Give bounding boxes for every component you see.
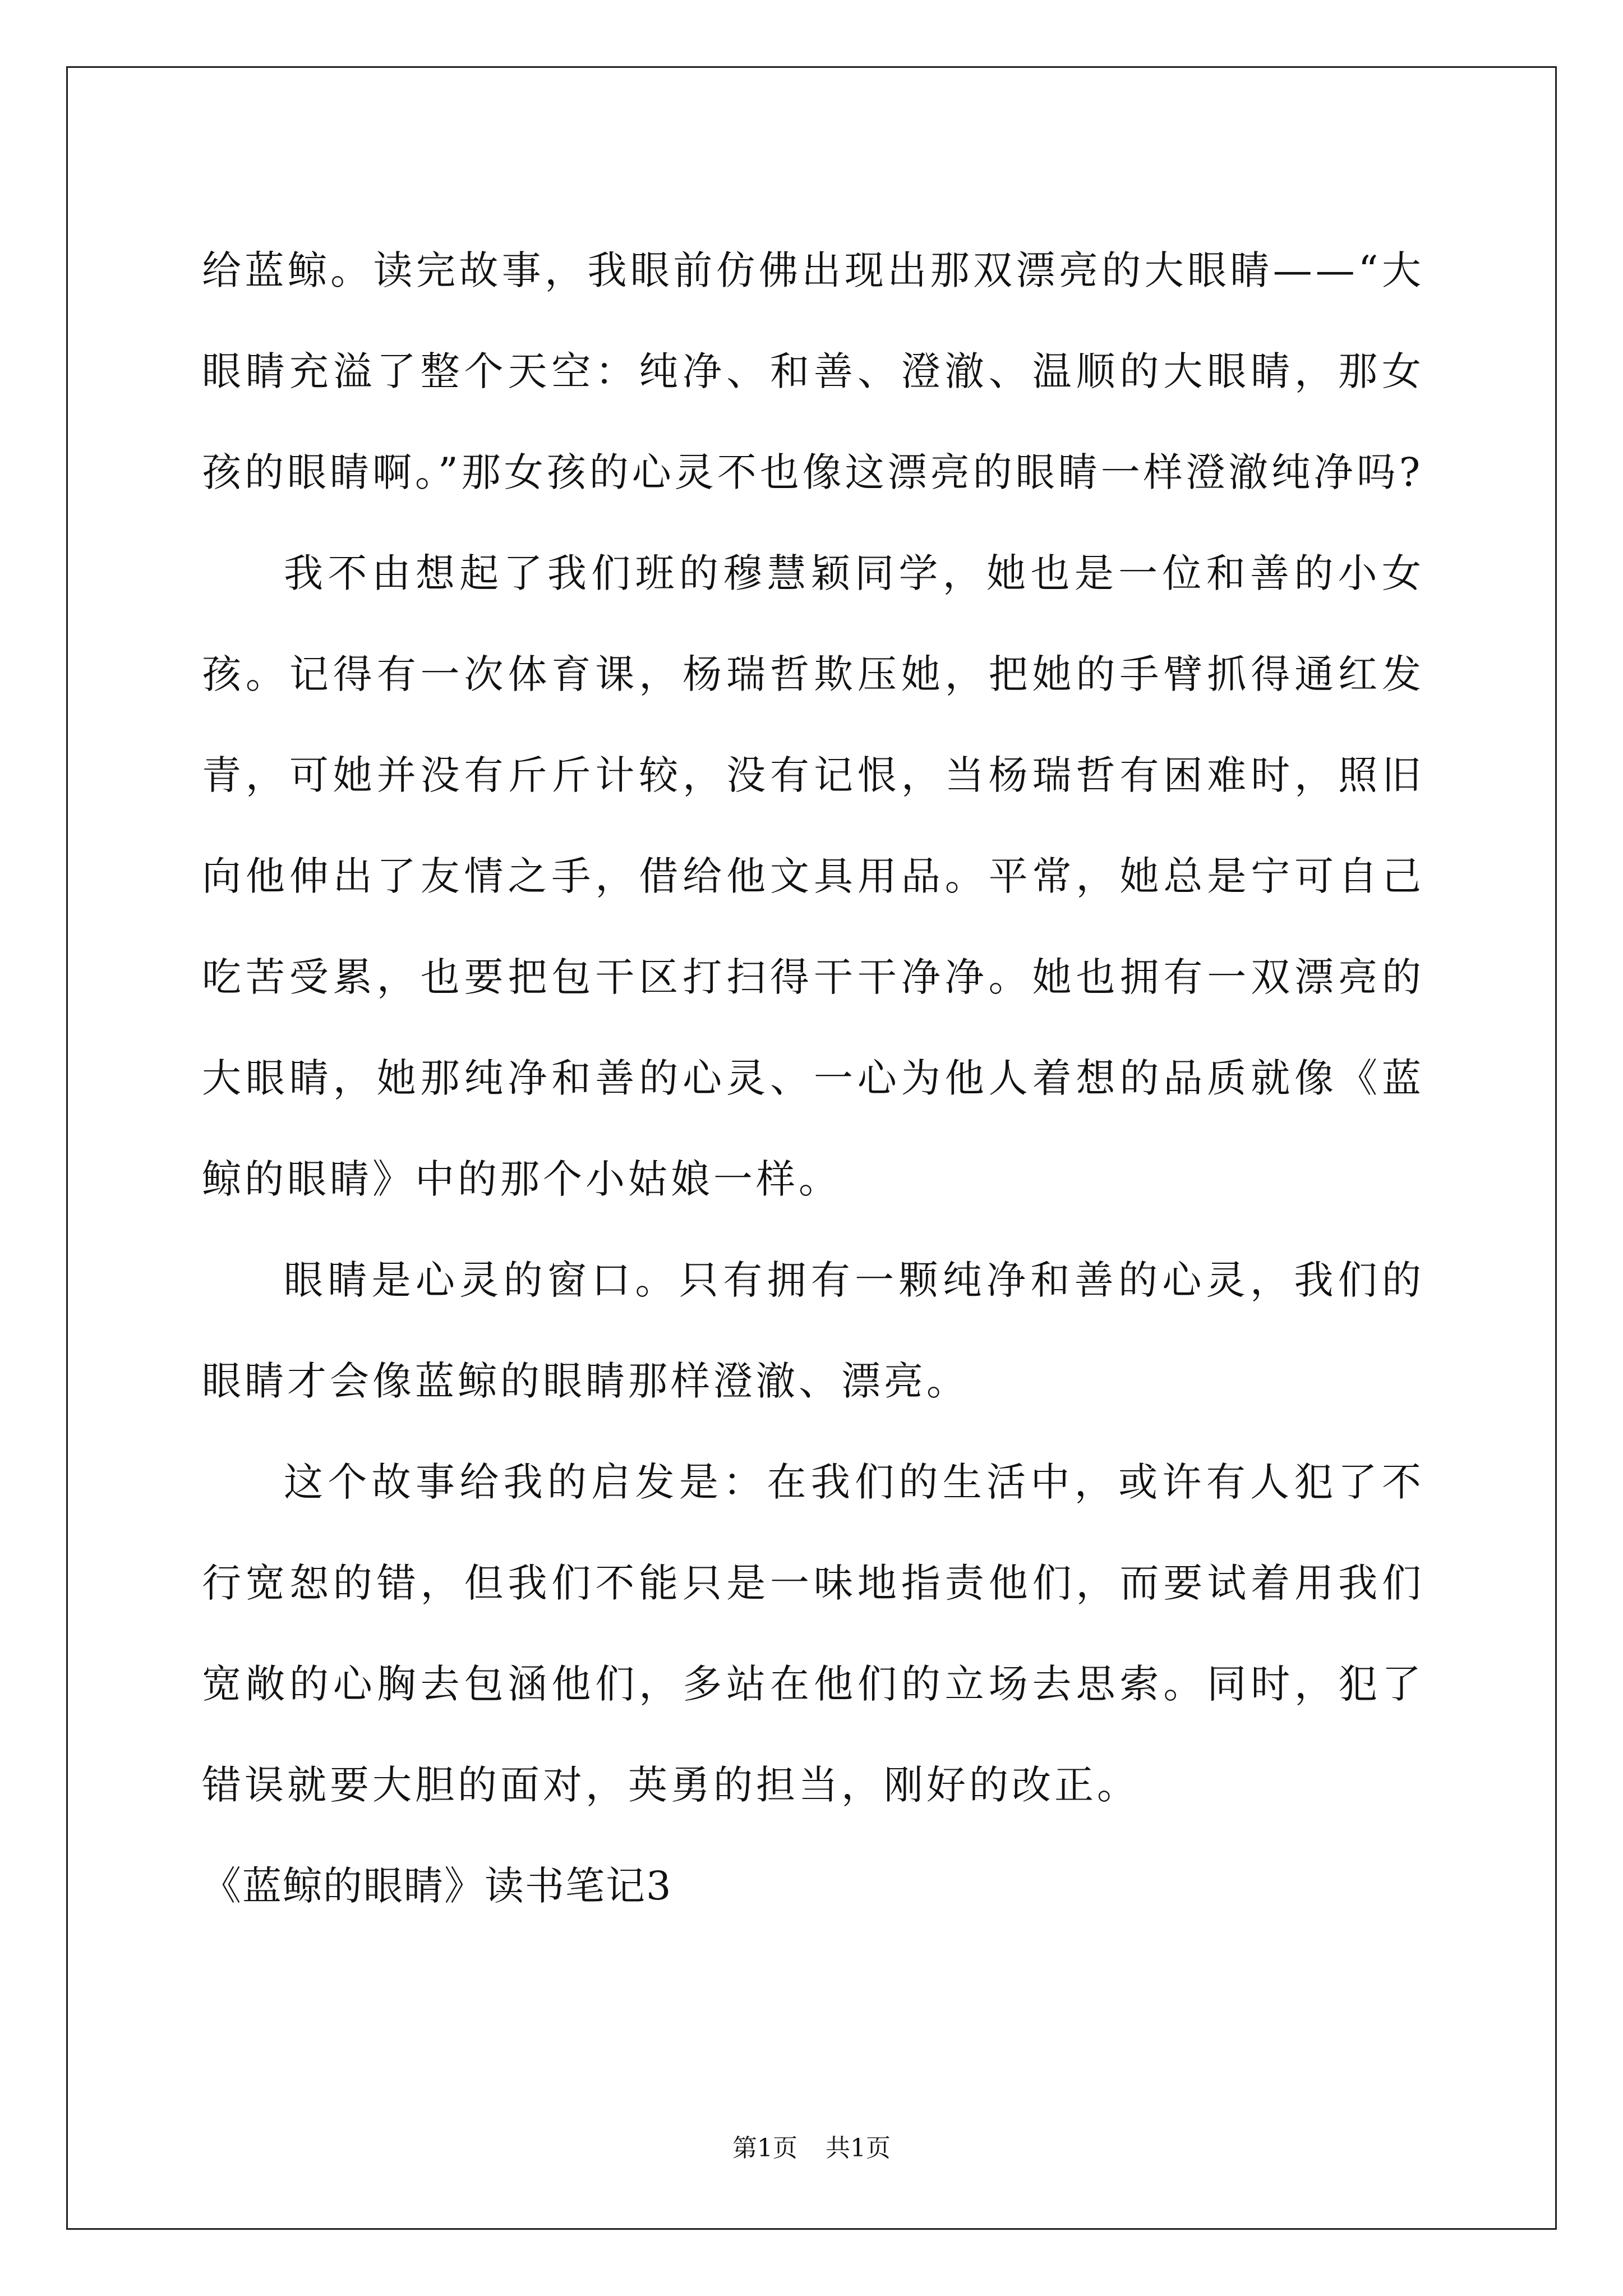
document-body <box>202 220 1424 1936</box>
paragraph-4: 这个故事给我的启发是：在我们的生活中，或许有人犯了不行宽恕的错，但我们不能只是一味地指责他们，而要试着用我们宽敞的心胸去包涵他们，多站在他们的立场去思索。同时，犯了错误就要大胆的面对，英勇的担当，刚好的改正。 <box>202 1459 1424 1808</box>
section-title: 《蓝鲸的眼睛》读书笔记3 <box>202 1863 672 1909</box>
paragraph-1: 给蓝鲸。读完故事，我眼前仿佛出现出那双漂亮的大眼睛——“大眼睛充溢了整个天空：纯净、和善、澄澈、温顺的大眼睛，那女孩的眼睛啊。”那女孩的心灵不也像这漂亮的眼睛一样澄澈纯净吗? <box>202 247 1424 495</box>
page-count: 共1页 <box>826 2134 891 2162</box>
page-footer <box>0 2132 1623 2165</box>
page-number: 第1页 <box>732 2134 797 2162</box>
paragraph-3: 眼睛是心灵的窗口。只有拥有一颗纯净和善的心灵，我们的眼睛才会像蓝鲸的眼睛那样澄澈、漂亮。 <box>202 1257 1424 1404</box>
paragraph-2: 我不由想起了我们班的穆慧颖同学，她也是一位和善的小女孩。记得有一次体育课，杨瑞哲欺压她，把她的手臂抓得通红发青，可她并没有斤斤计较，没有记恨，当杨瑞哲有困难时，照旧向他伸出了友情之手，借给他文具用品。平常，她总是宁可自己吃苦受累，也要把包干区打扫得干干净净。她也拥有一双漂亮的大眼睛，她那纯净和善的心灵、一心为他人着想的品质就像《蓝鲸的眼睛》中的那个小姑娘一样。 <box>202 550 1424 1202</box>
